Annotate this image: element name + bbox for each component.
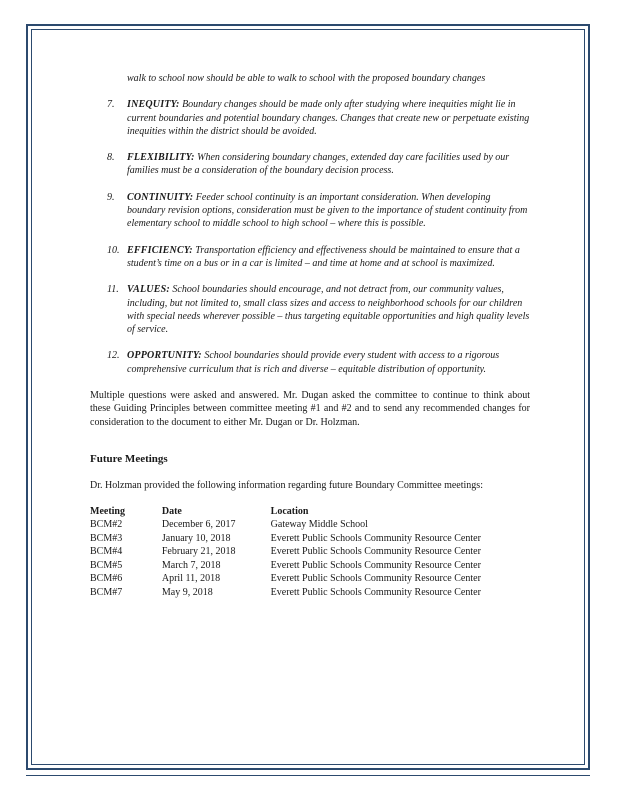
column-header-meeting: Meeting bbox=[90, 505, 125, 517]
location-cell: Everett Public Schools Community Resource Center bbox=[270, 546, 481, 558]
location-cell: Everett Public Schools Community Resource Center bbox=[270, 532, 481, 544]
principle-keyword: FLEXIBILITY: bbox=[127, 152, 195, 164]
meeting-cell: BCM#7 bbox=[90, 586, 123, 598]
date-cell: May 9, 2018 bbox=[161, 586, 213, 598]
principle-item bbox=[90, 191, 530, 231]
principle-keyword: INEQUITY: bbox=[127, 99, 180, 111]
principle-text: Feeder school continuity is an important consideration. When developing boundary revision options, consideration must be given to the importance of student continuity from elementary school to middle school to high school – where this is possible. bbox=[127, 191, 528, 230]
meetings-intro: Dr. Holzman provided the following information regarding future Boundary Committee meetings: bbox=[90, 480, 483, 492]
questions-paragraph: Multiple questions were asked and answered. Mr. Dugan asked the committee to continue to think about these Guiding Principles between committee meeting #1 and #2 and to send any recommended changes for consideration to the document to either Mr. Dugan or Dr. Holzman. bbox=[90, 390, 530, 428]
continuation-text: walk to school now should be able to walk to school with the proposed boundary changes bbox=[127, 73, 486, 84]
principle-keyword: CONTINUITY: bbox=[127, 191, 194, 203]
location-cell: Everett Public Schools Community Resource Center bbox=[270, 573, 481, 585]
principle-number: 11. bbox=[107, 284, 119, 296]
location-cell: Everett Public Schools Community Resource Center bbox=[270, 586, 481, 598]
principle-number: 12. bbox=[107, 350, 120, 362]
meeting-cell: BCM#3 bbox=[90, 532, 123, 544]
table-row bbox=[90, 545, 530, 559]
meeting-cell: BCM#5 bbox=[90, 559, 123, 571]
date-cell: February 21, 2018 bbox=[161, 546, 236, 558]
principle-text: Transportation efficiency and effectiveness should be maintained to ensure that a student’s time on a bus or in a car is limited – and time at home and at school is maximized. bbox=[127, 244, 520, 269]
table-row bbox=[90, 559, 530, 573]
principle-item bbox=[90, 349, 530, 376]
principle-text: School boundaries should provide every student with access to a rigorous comprehensive curriculum that is rich and diverse – equitable distribution of opportunity. bbox=[127, 350, 500, 375]
document-body bbox=[90, 72, 530, 599]
principle-keyword: VALUES: bbox=[127, 284, 170, 296]
meeting-cell: BCM#4 bbox=[90, 546, 123, 558]
principle-number: 7. bbox=[107, 99, 115, 111]
column-header-date: Date bbox=[161, 505, 182, 517]
table-row bbox=[90, 586, 530, 600]
table-row bbox=[90, 572, 530, 586]
table-row bbox=[90, 518, 530, 532]
date-cell: March 7, 2018 bbox=[161, 559, 221, 571]
principle-item bbox=[90, 244, 530, 271]
principle-text: Boundary changes should be made only after studying where inequities might lie in current boundaries and potential boundary changes. Changes that create new or perpetuate existing inequities within the district should be avoided. bbox=[127, 99, 530, 137]
principle-text: School boundaries should encourage, and not detract from, our community values, including, but not limited to, small class sizes and access to neighborhood schools for our children with special needs wherever possible – thus targeting equitable opportunities and high quality levels of service. bbox=[127, 284, 530, 336]
date-cell: December 6, 2017 bbox=[161, 519, 236, 531]
table-row bbox=[90, 532, 530, 546]
date-cell: January 10, 2018 bbox=[161, 532, 231, 544]
principle-number: 10. bbox=[107, 244, 120, 256]
date-cell: April 11, 2018 bbox=[161, 573, 221, 585]
principle-number: 8. bbox=[107, 152, 115, 164]
table-header-row bbox=[90, 505, 530, 519]
location-cell: Gateway Middle School bbox=[270, 519, 368, 531]
principle-item bbox=[90, 151, 530, 178]
meetings-table bbox=[90, 505, 530, 600]
principle-keyword: EFFICIENCY: bbox=[127, 244, 193, 256]
principle-number: 9. bbox=[107, 191, 115, 203]
principle-item bbox=[90, 283, 530, 336]
principle-text: When considering boundary changes, extended day care facilities used by our families must be a consideration of the boundary decision process. bbox=[127, 152, 510, 177]
principle-keyword: OPPORTUNITY: bbox=[127, 350, 202, 362]
section-heading: Future Meetings bbox=[90, 452, 168, 465]
principle-item bbox=[90, 98, 530, 138]
column-header-location: Location bbox=[270, 505, 309, 517]
meeting-cell: BCM#6 bbox=[90, 573, 123, 585]
meeting-cell: BCM#2 bbox=[90, 519, 123, 531]
location-cell: Everett Public Schools Community Resource Center bbox=[270, 559, 481, 571]
footer-rule bbox=[26, 775, 590, 776]
